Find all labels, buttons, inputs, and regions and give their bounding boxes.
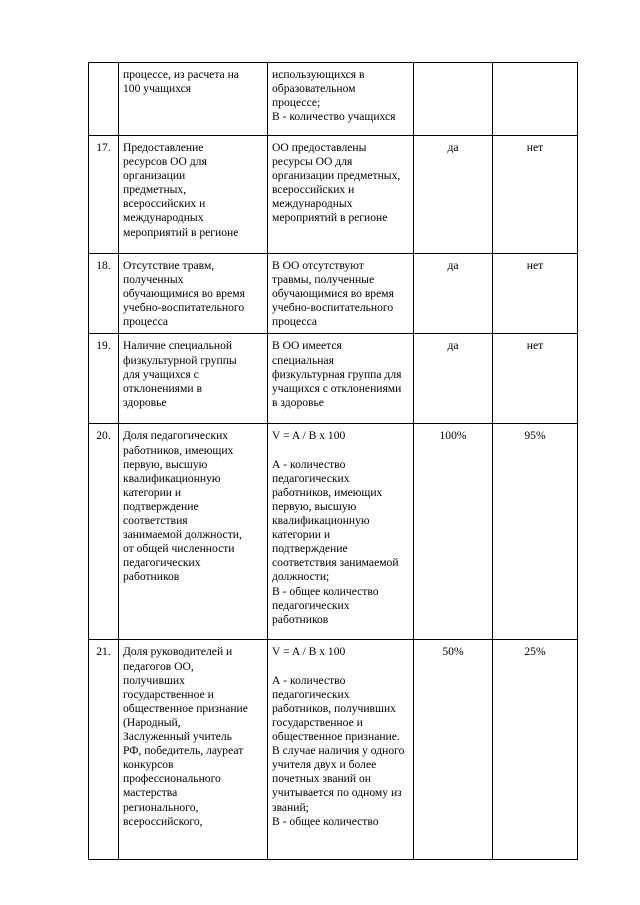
indicator-name-line: (Народный, xyxy=(123,715,181,729)
formula-line: учащихся с отклонениями xyxy=(272,381,402,395)
indicator-name-line: от общей численности xyxy=(123,542,235,556)
indicator-name-cell xyxy=(119,136,268,254)
table-row xyxy=(89,424,578,640)
formula-line: должности; xyxy=(272,570,330,584)
indicator-name-line: педагогических xyxy=(123,556,201,570)
minimum-value-cell xyxy=(493,63,578,136)
indicator-name-line: общественное признание xyxy=(123,701,248,715)
minimum-value-cell: нет xyxy=(493,334,578,424)
indicator-name-line: мероприятий в регионе xyxy=(123,225,239,239)
indicator-name-line: 100 учащихся xyxy=(123,82,192,96)
formula-cell xyxy=(268,334,414,424)
row-number-cell: 21. xyxy=(89,640,119,860)
indicator-name-cell xyxy=(119,640,268,860)
indicator-name-line: педагогов ОО, xyxy=(123,659,194,673)
indicator-name-line: ресурсов ОО для xyxy=(123,155,207,169)
target-value-cell: да xyxy=(414,254,493,334)
formula-line: работников xyxy=(272,612,329,626)
formula-line: педагогических xyxy=(272,598,350,612)
indicator-name-line: Отсутствие травм, xyxy=(123,259,215,272)
indicator-name-line: категории и xyxy=(123,485,182,499)
indicator-name-line: отклонениями в xyxy=(123,381,202,395)
formula-cell xyxy=(268,136,414,254)
formula-line: процесса xyxy=(272,315,318,329)
target-value-cell xyxy=(414,63,493,136)
indicator-name-line: регионального, xyxy=(123,800,199,814)
formula-line: категории и xyxy=(272,528,331,542)
table-row xyxy=(89,334,578,424)
formula-cell xyxy=(268,254,414,334)
formula-line: В ОО имеется xyxy=(272,339,342,353)
formula-line: общественное признание. xyxy=(272,730,400,744)
indicator-name-cell xyxy=(119,63,268,136)
indicator-name-line: процесса xyxy=(123,315,169,329)
indicator-name-line: первую, высшую xyxy=(123,457,208,471)
indicator-name-line: работников, имеющих xyxy=(123,443,234,457)
indicator-name-line: квалификационную xyxy=(123,471,221,485)
indicator-name-line: РФ, победитель, лауреат xyxy=(123,744,244,758)
formula-line: в здоровье xyxy=(272,395,324,409)
indicators-table-body xyxy=(89,63,578,860)
formula-line: травмы, полученные xyxy=(272,273,375,287)
formula-line: работников, получивших xyxy=(272,701,396,715)
formula-line: первую, высшую xyxy=(272,499,357,513)
formula-line: учебно-воспитательного xyxy=(272,301,394,315)
formula-line: учитывается по одному из xyxy=(272,786,402,800)
formula-line: квалификационную xyxy=(272,514,370,528)
minimum-value-cell: нет xyxy=(493,254,578,334)
minimum-value-cell: нет xyxy=(493,136,578,254)
indicator-name-line: физкультурной группы xyxy=(123,353,237,367)
formula-line: V = A / B x 100 xyxy=(272,429,346,443)
row-number-cell: 20. xyxy=(89,424,119,640)
indicators-table xyxy=(88,62,578,860)
formula-line: обучающимися во время xyxy=(272,287,394,301)
indicator-name-line: занимаемой должности, xyxy=(123,528,242,542)
indicator-name-line: профессионального xyxy=(123,772,221,786)
paragraph-gap xyxy=(272,444,409,458)
target-value-cell: 50% xyxy=(414,640,493,860)
indicator-name-line: полученных xyxy=(123,273,184,287)
formula-line: международных xyxy=(272,197,353,211)
indicator-name-line: обучающимися во время xyxy=(123,287,245,301)
formula-line: ОО предоставлены xyxy=(272,141,367,154)
indicator-name-line: конкурсов xyxy=(123,758,174,772)
formula-line: образовательном xyxy=(272,82,356,96)
indicator-name-line: получивших xyxy=(123,673,185,687)
indicator-name-line: Заслуженный учитель xyxy=(123,730,232,744)
indicator-name-line: Предоставление xyxy=(123,141,204,154)
formula-line: В - общее количество xyxy=(272,584,379,598)
formula-line: педагогических xyxy=(272,471,350,485)
formula-line: учителя двух и более xyxy=(272,758,377,772)
formula-line: использующихся в xyxy=(272,68,365,81)
table-row xyxy=(89,254,578,334)
formula-cell xyxy=(268,640,414,860)
formula-cell xyxy=(268,63,414,136)
indicator-name-line: здоровье xyxy=(123,395,167,409)
indicator-name-line: соответствия xyxy=(123,514,188,528)
row-number-cell: 17. xyxy=(89,136,119,254)
indicator-name-line: Наличие специальной xyxy=(123,339,233,353)
target-value-cell: да xyxy=(414,136,493,254)
indicator-name-line: государственное и xyxy=(123,687,214,701)
formula-line: специальная xyxy=(272,353,334,367)
indicator-name-line: для учащихся с xyxy=(123,367,199,381)
formula-line: ресурсы ОО для xyxy=(272,155,353,169)
table-row xyxy=(89,136,578,254)
indicator-name-cell xyxy=(119,424,268,640)
formula-line: процессе; xyxy=(272,96,321,110)
indicator-name-line: процессе, из расчета на xyxy=(123,68,239,81)
formula-line: организации предметных, xyxy=(272,169,401,183)
formula-line: всероссийских и xyxy=(272,183,355,197)
indicator-name-line: всероссийских и xyxy=(123,197,206,211)
formula-line: подтверждение xyxy=(272,542,348,556)
indicator-name-cell xyxy=(119,254,268,334)
formula-line: В - количество учащихся xyxy=(272,110,396,124)
table-row xyxy=(89,640,578,860)
indicator-name-line: предметных, xyxy=(123,183,187,197)
formula-line: В - общее количество xyxy=(272,814,379,828)
indicator-name-line: учебно-воспитательного xyxy=(123,301,245,315)
row-number-cell: 19. xyxy=(89,334,119,424)
row-number-cell xyxy=(89,63,119,136)
formula-line: педагогических xyxy=(272,687,350,701)
indicator-name-line: Доля руководителей и xyxy=(123,645,233,659)
minimum-value-cell: 25% xyxy=(493,640,578,860)
indicator-name-line: мастерства xyxy=(123,786,178,800)
indicator-name-line: работников xyxy=(123,570,180,584)
formula-line: соответствия занимаемой xyxy=(272,556,399,570)
indicator-name-cell xyxy=(119,334,268,424)
indicator-name-line: подтверждение xyxy=(123,499,199,513)
indicator-name-line: международных xyxy=(123,211,204,225)
formula-cell xyxy=(268,424,414,640)
paragraph-gap xyxy=(272,660,409,674)
formula-line: мероприятий в регионе xyxy=(272,211,388,225)
formula-line: работников, имеющих xyxy=(272,485,383,499)
row-number-cell: 18. xyxy=(89,254,119,334)
formula-line: почетных званий он xyxy=(272,772,371,786)
formula-line: государственное и xyxy=(272,715,363,729)
formula-line: V = A / B x 100 xyxy=(272,645,346,659)
minimum-value-cell: 95% xyxy=(493,424,578,640)
formula-line: А - количество xyxy=(272,457,346,471)
formula-line: В случае наличия у одного xyxy=(272,744,405,758)
indicator-name-line: организации xyxy=(123,169,186,183)
formula-line: физкультурная группа для xyxy=(272,367,402,381)
formula-line: А - количество xyxy=(272,673,346,687)
formula-line: В ОО отсутствуют xyxy=(272,259,364,272)
target-value-cell: да xyxy=(414,334,493,424)
indicator-name-line: Доля педагогических xyxy=(123,429,229,443)
formula-line: званий; xyxy=(272,800,309,814)
target-value-cell: 100% xyxy=(414,424,493,640)
indicator-name-line: всероссийского, xyxy=(123,814,203,828)
table-row xyxy=(89,63,578,136)
